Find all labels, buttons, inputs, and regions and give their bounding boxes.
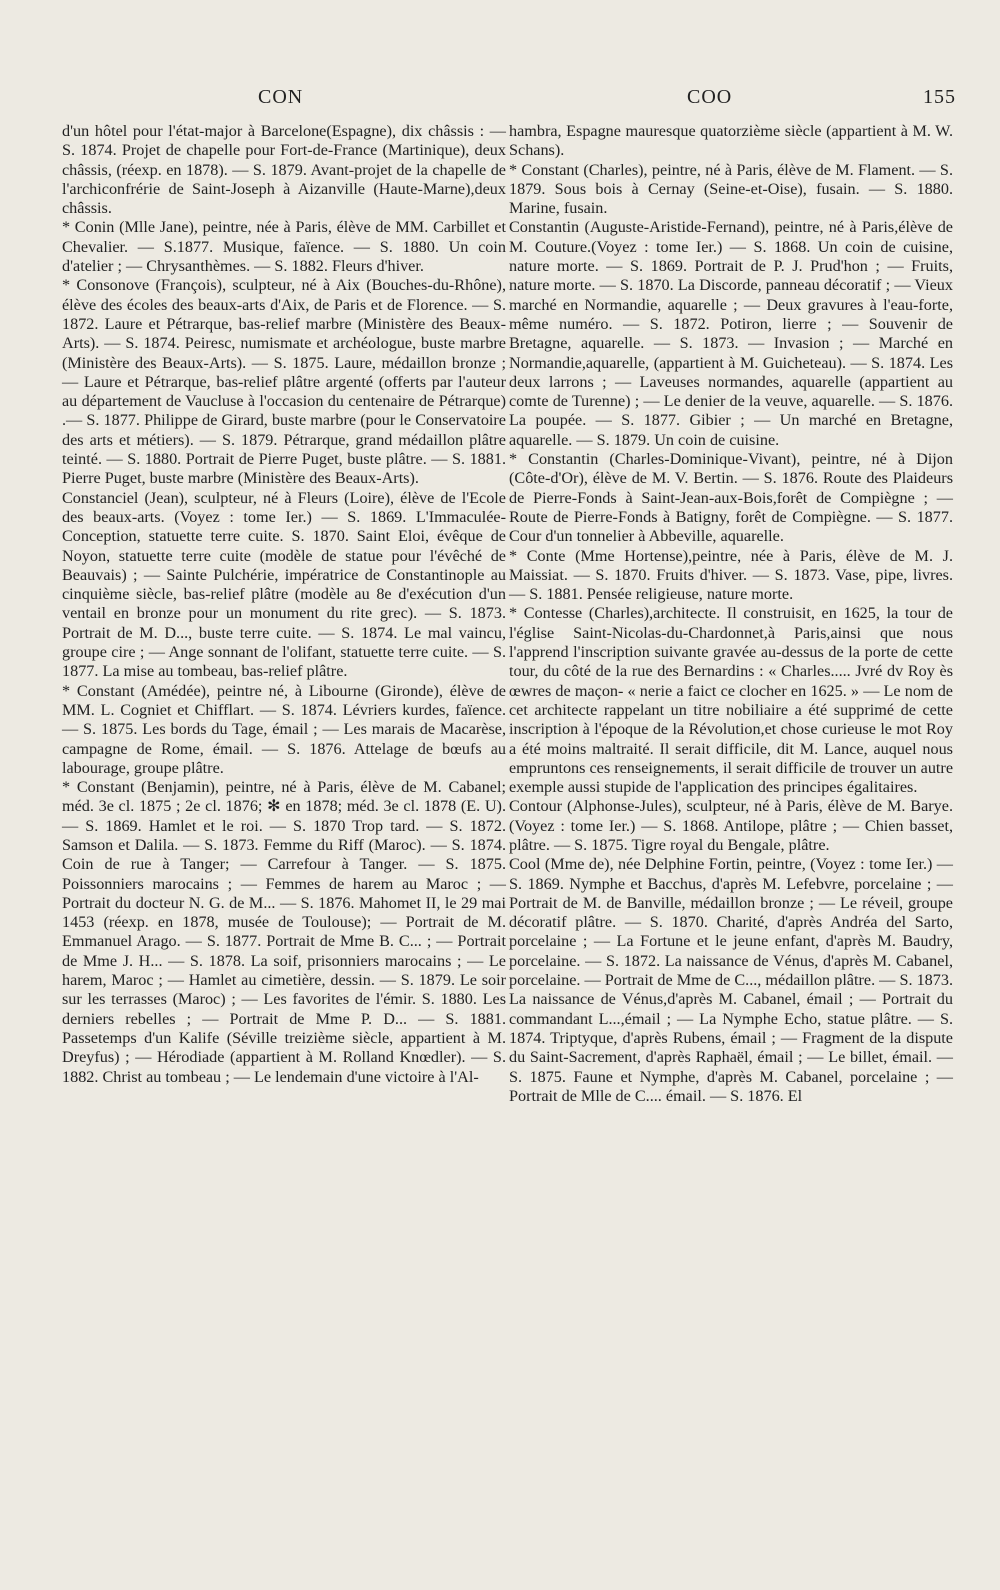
entry-cool: Cool (Mme de), née Delphine Fortin, peintre, (Voyez : tome Ier.) — S. 1869. Nymphe et Bacchus, d'après M. Lefebvre, porcelaine ; — Portrait de M. de Banville, médaillon bronze ; — Le réveil, groupe décoratif plâtre. — S. 1870. Charité, d'après Andréa del Sarto, porcelaine ; — La Fortune et le jeune enfant, d'après M. Baudry, porcelaine. — S. 1872. La naissance de Vénus, d'après M. Cabanel, porcelaine. — Portrait de Mme de C..., médaillon plâtre. — S. 1873. La naissance de Vénus,d'après M. Cabanel, émail ; — Portrait du commandant L...,émail ; — La Nymphe Echo, statue plâtre. — S. 1874. Triptyque, d'après Rubens, émail ; — Fragment de la dispute du Saint-Sacrement, d'après Raphaël, émail ; — Le billet, émail. — S. 1875. Faune et Nymphe, d'après M. Cabanel, porcelaine ; — Portrait de Mlle de C.... émail. — S. 1876. El <box>509 855 953 1105</box>
entry-constant-amedee: * Constant (Amédée), peintre né, à Libourne (Gironde), élève de MM. L. Cogniet et Chifflart. — S. 1874. Lévriers kurdes, faïence. — S. 1875. Les bords du Tage, émail ; — Les marais de Macarèse, campagne de Rome, émail. — S. 1876. Attelage de bœufs au labourage, groupe plâtre. <box>62 681 506 777</box>
entry-constantin-charles: * Constantin (Charles-Dominique-Vivant), peintre, né à Dijon (Côte-d'Or), élève de M. V. Bertin. — S. 1876. Route des Plaideurs de Pierre-Fonds à Saint-Jean-aux-Bois,forêt de Compiègne ; — Route de Pierre-Fonds à Batigny, forêt de Compiègne. — S. 1877. Cour d'un tonnelier à Abbeville, aquarelle. <box>509 450 953 546</box>
entry-contesse: * Contesse (Charles),architecte. Il construisit, en 1625, la tour de l'église Saint-Nicolas-du-Chardonnet,à Paris,ainsi que nous l'apprend l'inscription suivante gravée au-dessus de la porte de cette tour, du côté de la rue des Bernardins : « Charles..... Jvré dv Roy ès œwres de maçon- « nerie a faict ce clocher en 1625. » — Le nom de cet architecte rappelant un titre nobiliaire a été supprimé de cette inscription à l'époque de la Révolution,et chose curieuse le mot Roy a été moins maltraité. Il serait difficile, dit M. Lance, auquel nous empruntons ces renseignements, il serait difficile de trouver un autre exemple aussi stupide de l'application des principes égalitaires. <box>509 604 953 797</box>
entry-constant-benjamin: * Constant (Benjamin), peintre, né à Paris, élève de M. Cabanel; méd. 3e cl. 1875 ; 2e cl. 1876; ✻ en 1878; méd. 3e cl. 1878 (E. U). — S. 1869. Hamlet et le roi. — S. 1870 Trop tard. — S. 1872. Samson et Dalila. — S. 1873. Femme du Riff (Maroc). — S. 1874. Coin de rue à Tanger; — Carrefour à Tanger. — S. 1875. Poissonniers marocains ; — Femmes de harem au Maroc ; — Portrait du docteur N. G. de M... — S. 1876. Mahomet II, le 29 mai 1453 (réexp. en 1878, musée de Toulouse); — Portrait de M. Emmanuel Arago. — S. 1877. Portrait de Mme B. C... ; — Portrait de Mme J. H... — S. 1878. La soif, prisonniers marocains ; — Le harem, Maroc ; — Hamlet au cimetière, dessin. — S. 1879. Le soir sur les terrasses (Maroc) ; — Les favorites de l'émir. S. 1880. Les derniers rebelles ; — Portrait de Mme P. D... — S. 1881. Passetemps d'un Kalife (Séville treizième siècle, appartient à M. Dreyfus) ; — Hérodiade (appartient à M. Rolland Knœdler). — S. 1882. Christ au tombeau ; — Le lendemain d'une victoire à l'Al- <box>62 778 506 1086</box>
entry-constanciel: Constanciel (Jean), sculpteur, né à Fleurs (Loire), élève de l'Ecole des beaux-arts. (Voyez : tome Ier.) — S. 1869. L'Immaculée-Conception, statuette terre cuite. S. 1870. Saint Eloi, évêque de Noyon, statuette terre cuite (modèle de statue pour l'évêché de Beauvais) ; — Sainte Pulchérie, impératrice de Constantinople au cinquième siècle, bas-relief plâtre (modèle au 8e d'exécution d'un ventail en bronze pour un monument du rite grec). — S. 1873. Portrait de M. D..., buste terre cuite. — S. 1874. Le mal vaincu, groupe cire ; — Ange sonnant de l'olifant, statuette terre cuite. — S. 1877. La mise au tombeau, bas-relief plâtre. <box>62 488 506 681</box>
entry-constant-charles: * Constant (Charles), peintre, né à Paris, élève de M. Flament. — S. 1879. Sous bois à Cernay (Seine-et-Oise), fusain. — S. 1880. Marine, fusain. <box>509 160 953 218</box>
running-head-left: CON <box>258 86 304 108</box>
entry-paragraph: d'un hôtel pour l'état-major à Barcelone(Espagne), dix châssis : — S. 1874. Projet de chapelle pour Fort-de-France (Martinique), deux châssis, (réexp. en 1878). — S. 1879. Avant-projet de la chapelle de l'archiconfrérie de Saint-Joseph à Aizanville (Haute-Marne),deux châssis. <box>62 122 506 218</box>
entry-constantin-auguste: Constantin (Auguste-Aristide-Fernand), peintre, né à Paris,élève de M. Couture.(Voyez : tome Ier.) — S. 1868. Un coin de cuisine, nature morte. — S. 1869. Portrait de P. J. Prud'hon ; — Fruits, nature morte. — S. 1870. La Discorde, panneau décoratif ; — Vieux marché en Normandie, aquarelle ; — Deux gravures à l'eau-forte, même numéro. — S. 1872. Potiron, lierre ; — Souvenir de Bretagne, aquarelle. — S. 1873. — Invasion ; — Marché en Normandie,aquarelle, (appartient à M. Guicheteau). — S. 1874. Les deux larrons ; — Laveuses normandes, aquarelle (appartient au comte de Turenne) ; — Le denier de la veuve, aquarelle. — S. 1876. La poupée. — S. 1877. Gibier ; — Un marché en Bretagne, aquarelle. — S. 1879. Un coin de cuisine. <box>509 218 953 449</box>
entry-continuation: hambra, Espagne mauresque quatorzième siècle (appartient à M. W. Schans). <box>509 122 953 160</box>
running-head-right: COO <box>687 86 733 108</box>
entry-conin: * Conin (Mlle Jane), peintre, née à Paris, élève de MM. Carbillet et Chevalier. — S.1877. Musique, faïence. — S. 1880. Un coin d'atelier ; — Chrysanthèmes. — S. 1882. Fleurs d'hiver. <box>62 218 506 276</box>
entry-contour: Contour (Alphonse-Jules), sculpteur, né à Paris, élève de M. Barye. (Voyez : tome Ier.) — S. 1868. Antilope, plâtre ; — Chien basset, plâtre. — S. 1875. Tigre royal du Bengale, plâtre. <box>509 797 953 854</box>
right-column <box>509 122 953 1106</box>
page-number: 155 <box>923 86 956 108</box>
entry-conte: * Conte (Mme Hortense),peintre, née à Paris, élève de M. J. Maissiat. — S. 1870. Fruits d'hiver. — S. 1873. Vase, pipe, livres. — S. 1881. Pensée religieuse, nature morte. <box>509 546 953 604</box>
left-column <box>62 122 506 1087</box>
entry-consonove: * Consonove (François), sculpteur, né à Aix (Bouches-du-Rhône), élève des écoles des beaux-arts d'Aix, de Paris et de Florence. — S. 1872. Laure et Pétrarque, bas-relief marbre (Ministère des Beaux-Arts). — S. 1874. Peiresc, numismate et archéologue, buste marbre (Ministère des Beaux-Arts). — S. 1875. Laure, médaillon bronze ; — Laure et Pétrarque, bas-relief plâtre argenté (offerts par l'auteur au département de Vaucluse à l'occasion du centenaire de Pétrarque) .— S. 1877. Philippe de Girard, buste marbre (pour le Conservatoire des arts et métiers). — S. 1879. Pétrarque, grand médaillon plâtre teinté. — S. 1880. Portrait de Pierre Puget, buste plâtre. — S. 1881. Pierre Puget, buste marbre (Ministère des Beaux-Arts). <box>62 276 506 488</box>
